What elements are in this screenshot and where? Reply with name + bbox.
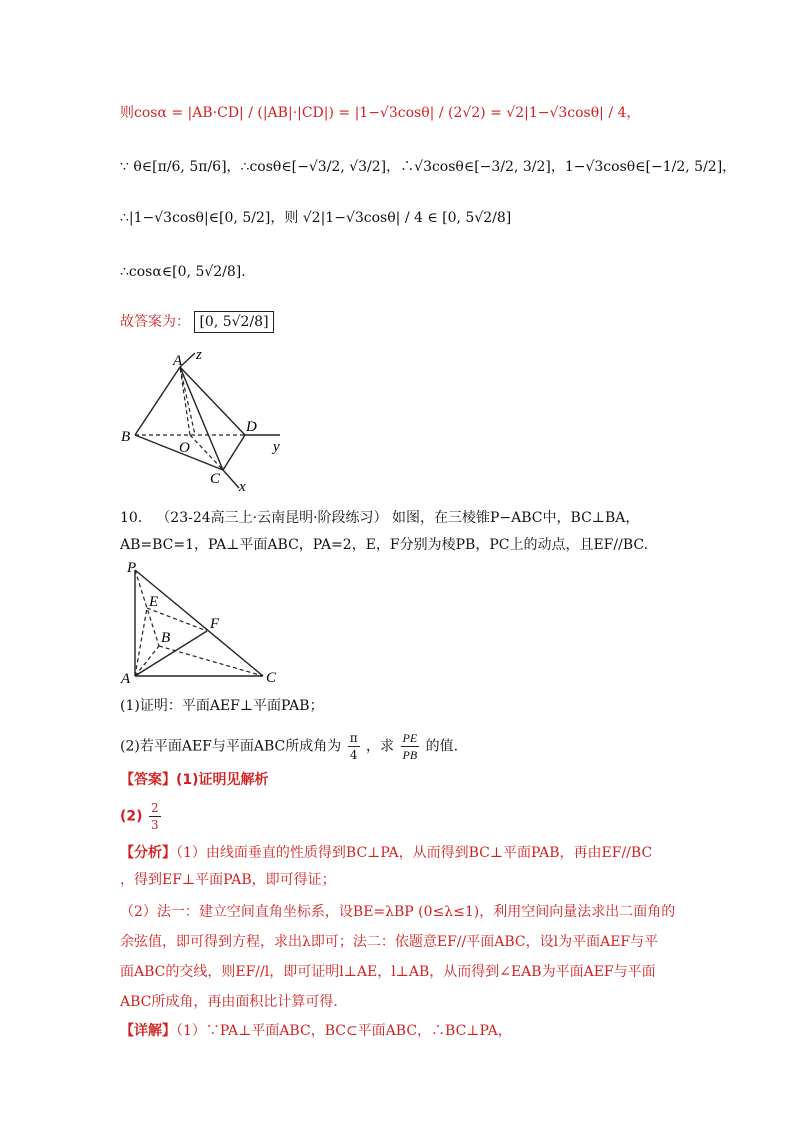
problem-text-1: 如图，在三棱锥P−ABC中，BC⊥BA，: [392, 510, 640, 526]
problem-10-line-1: [120, 508, 639, 528]
answer-line-2: [120, 800, 163, 833]
fig1-label-z: z: [196, 347, 202, 363]
derivation-line-3: ∴|1−√3cosθ|∈[0, 5/2]，则 √2|1−√3cosθ| / 4 ∈ [0, 5√2/8]: [120, 210, 512, 226]
analysis-line-5: 面ABC的交线，则EF//l，即可证明l⊥AE，l⊥AB，从而得到∠EAB为平面AEF与平面: [120, 964, 656, 980]
ratio-fraction-numerator: PE: [402, 731, 418, 745]
angle-fraction: [348, 730, 360, 763]
fig1-label-O: O: [179, 440, 190, 456]
ratio-fraction: [401, 730, 420, 763]
derivation-line-2-text: ∵ θ∈[π/6, 5π/6]，∴cosθ∈[−√3/2, √3/2]，∴√3cosθ∈[−3/2, 3/2]，1−√3cosθ∈[−1/2, 5/2]，: [120, 159, 737, 175]
detail-line-1: [120, 1021, 512, 1041]
derivation-line-2: [120, 157, 736, 177]
figure-pyramid-PABC: [115, 560, 285, 685]
figure-coordinate-tetrahedron: [115, 345, 300, 495]
analysis-label: 【分析】: [120, 845, 176, 861]
analysis-line-4: 余弦值，即可得到方程，求出λ即可；法二：依题意EF//平面ABC，设l为平面AEF与平: [120, 934, 659, 950]
answer-fraction-denominator: 3: [151, 818, 159, 832]
angle-fraction-denominator: 4: [349, 748, 358, 762]
fig2-label-C: C: [266, 670, 277, 685]
analysis-line-1: [120, 843, 652, 863]
angle-fraction-numerator: π: [349, 731, 358, 745]
ratio-fraction-denominator: PB: [402, 748, 418, 762]
fig1-label-x: x: [239, 479, 246, 495]
final-answer-line: [120, 312, 274, 332]
final-answer-label: 故答案为：: [120, 314, 190, 330]
fig2-label-F: F: [210, 616, 220, 632]
question-2-part-c: 的值.: [425, 738, 459, 755]
fig1-label-C: C: [210, 471, 221, 487]
answer-part-1: (1)证明见解析: [176, 772, 269, 788]
problem-number: 10．: [120, 510, 152, 526]
analysis-p1: （1）由线面垂直的性质得到BC⊥PA，从而得到BC⊥平面PAB，再由EF//BC: [176, 845, 653, 861]
problem-10-line-2: AB=BC=1，PA⊥平面ABC，PA=2，E，F分别为棱PB，PC上的动点，且EF//BC.: [120, 537, 649, 553]
problem-source: （23-24高三上·云南昆明·阶段练习）: [156, 510, 388, 526]
fig1-label-D: D: [246, 419, 257, 435]
detail-label: 【详解】: [120, 1023, 176, 1039]
detail-p1: （1）∵PA⊥平面ABC，BC⊂平面ABC，∴BC⊥PA，: [176, 1023, 512, 1039]
analysis-line-3: （2）法一：建立空间直角坐标系，设BE=λBP (0≤λ≤1)，利用空间向量法求出二面角的: [120, 904, 676, 920]
fig2-label-P: P: [127, 560, 137, 576]
answer-line-1: [120, 770, 269, 790]
derivation-line-4: ∴cosα∈[0, 5√2/8].: [120, 264, 246, 280]
answer-fraction: [149, 800, 161, 833]
analysis-line-2: ，得到EF⊥平面PAB，即可得证；: [120, 872, 336, 888]
fig1-label-A: A: [173, 353, 183, 369]
final-answer-value: [0, 5√2/8]: [194, 311, 273, 333]
analysis-line-6: ABC所成角，再由面积比计算可得.: [120, 994, 338, 1010]
answer-fraction-numerator: 2: [151, 801, 159, 815]
question-1: (1)证明：平面AEF⊥平面PAB；: [120, 698, 324, 714]
question-2-part-a: (2)若平面AEF与平面ABC所成角为: [120, 738, 342, 755]
fig1-label-y: y: [273, 439, 280, 455]
answer-label: 【答案】: [120, 772, 176, 788]
derivation-line-1: 则cosα = |AB·CD| / (|AB|·|CD|) = |1−√3cosθ| / (2√2) = √2|1−√3cosθ| / 4，: [120, 105, 641, 121]
answer-part-2-prefix: (2): [120, 808, 143, 825]
fig1-label-B: B: [121, 429, 131, 445]
question-2-part-b: ，求: [366, 738, 395, 755]
fig2-label-E: E: [149, 594, 159, 610]
fig2-label-A: A: [121, 671, 131, 685]
question-2: [120, 730, 458, 763]
fig2-label-B: B: [161, 630, 171, 646]
